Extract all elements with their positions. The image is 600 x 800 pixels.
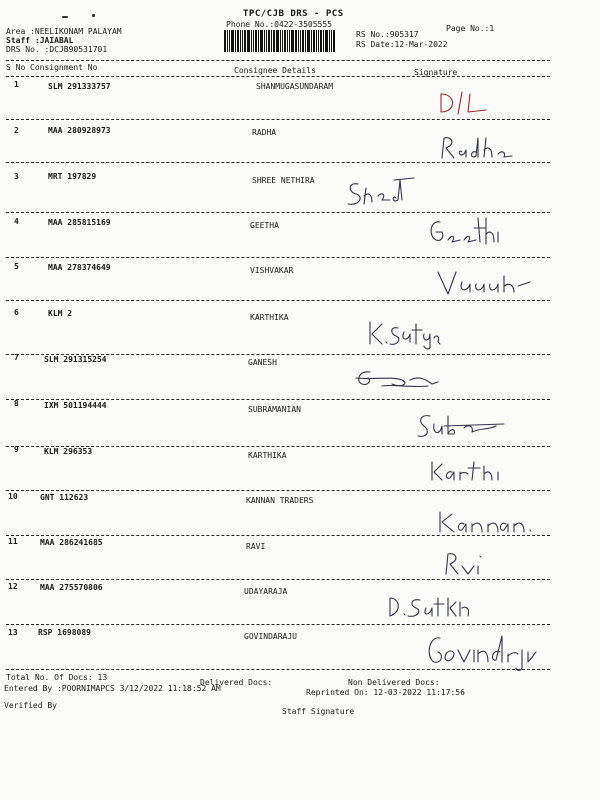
divider xyxy=(6,300,550,301)
barcode-bar xyxy=(320,30,322,52)
row-consignment: MAA 286241685 xyxy=(40,538,103,547)
divider xyxy=(6,60,550,61)
area-label: Area :NEELIKONAM PALAYAM xyxy=(6,27,122,36)
delivered-docs: Delivered Docs: xyxy=(200,678,273,687)
barcode-bar xyxy=(255,30,257,52)
signature-5 xyxy=(434,266,534,300)
signature-3 xyxy=(342,174,422,210)
barcode-bar xyxy=(253,30,254,52)
barcode-bar xyxy=(264,30,265,52)
divider xyxy=(6,624,550,625)
barcode-bar xyxy=(240,30,241,52)
scan-speck xyxy=(62,16,68,18)
staff-signature: Staff Signature xyxy=(282,707,355,716)
barcode-bar xyxy=(260,30,263,52)
barcode-bar xyxy=(311,30,312,52)
row-sno: 1 xyxy=(14,80,19,89)
row-consignee: VISHVAKAR xyxy=(250,266,294,275)
divider xyxy=(6,119,550,120)
barcode-bar xyxy=(282,30,283,52)
row-consignee: UDAYARAJA xyxy=(244,587,288,596)
row-consignment: MAA 285815169 xyxy=(48,218,111,227)
barcode-bar xyxy=(242,30,243,52)
signature-6 xyxy=(364,318,444,348)
signature-9 xyxy=(426,458,526,484)
verified-by: Verified By xyxy=(4,701,57,710)
row-consignment: MAA 278374649 xyxy=(48,263,111,272)
row-sno: 10 xyxy=(8,492,18,501)
divider xyxy=(6,579,550,580)
barcode-bar xyxy=(291,30,294,52)
row-consignment: MAA 280928973 xyxy=(48,126,111,135)
barcode-bar xyxy=(323,30,324,52)
row-consignee: GANESH xyxy=(248,358,277,367)
row-consignee: SUBRAMANIAN xyxy=(248,405,301,414)
barcode-bar xyxy=(276,30,279,52)
barcode-bar xyxy=(273,30,275,52)
signature-2 xyxy=(436,132,526,162)
row-consignee: KANNAN TRADERS xyxy=(246,496,314,505)
row-consignment: SLM 291315254 xyxy=(44,355,107,364)
row-consignee: KARTHIKA xyxy=(250,313,289,322)
col-header-consignment: Consignment No xyxy=(30,63,98,72)
page-number: Page No.:1 xyxy=(446,24,495,33)
barcode-bar xyxy=(331,30,332,52)
barcode-bar xyxy=(227,30,228,52)
barcode-bar xyxy=(325,30,328,52)
phone-number: Phone No.:0422-3505555 xyxy=(226,20,332,29)
barcode-bar xyxy=(287,30,288,52)
row-consignee: KARTHIKA xyxy=(248,451,287,460)
divider xyxy=(6,490,550,491)
barcode-bar xyxy=(231,30,234,52)
scan-speck xyxy=(92,14,95,17)
divider xyxy=(6,76,550,77)
row-sno: 11 xyxy=(8,537,18,546)
barcode-bar xyxy=(284,30,286,52)
signature-1 xyxy=(436,88,496,116)
barcode-bar xyxy=(298,30,299,52)
barcode-bar xyxy=(280,30,281,52)
barcode-bar xyxy=(313,30,315,52)
barcode-bar xyxy=(318,30,319,52)
barcode-bar xyxy=(316,30,317,52)
divider xyxy=(6,212,550,213)
signature-12 xyxy=(384,594,484,622)
rs-date: RS Date:12-Mar-2022 xyxy=(356,40,448,49)
row-consignee: SHREE NETHIRA xyxy=(252,176,315,185)
row-consignee: SHANMUGASUNDARAM xyxy=(256,82,334,91)
barcode-bar xyxy=(329,30,330,52)
barcode-bar xyxy=(251,30,252,52)
row-consignment: MRT 197829 xyxy=(48,172,97,181)
signature-10 xyxy=(434,508,544,536)
row-consignee: GEETHA xyxy=(250,221,279,230)
barcode-bar xyxy=(244,30,246,52)
row-sno: 12 xyxy=(8,582,18,591)
row-sno: 4 xyxy=(14,217,19,226)
drs-number: DRS No. :DCJB90531701 xyxy=(6,45,108,54)
row-consignment: SLM 291333757 xyxy=(48,82,111,91)
row-consignment: KLM 296353 xyxy=(44,447,93,456)
divider xyxy=(6,399,550,400)
divider xyxy=(6,162,550,163)
barcode-bar xyxy=(237,30,239,52)
row-sno: 2 xyxy=(14,126,19,135)
col-header-sno: S No xyxy=(6,63,26,72)
barcode-bar xyxy=(229,30,230,52)
row-sno: 9 xyxy=(14,445,19,454)
row-sno: 8 xyxy=(14,399,19,408)
barcode-bar xyxy=(289,30,290,52)
signature-13 xyxy=(424,632,544,672)
col-header-signature: Signature xyxy=(414,68,458,77)
row-sno: 13 xyxy=(8,628,18,637)
staff-label: Staff :JAIABAL xyxy=(6,36,74,45)
row-consignment: GNT 112623 xyxy=(40,493,89,502)
total-docs: Total No. Of Docs: 13 xyxy=(6,673,108,682)
barcode-bar xyxy=(333,30,335,52)
barcode-bar xyxy=(266,30,267,52)
row-sno: 7 xyxy=(14,353,19,362)
document-title: TPC/CJB DRS - PCS xyxy=(243,9,344,19)
rs-number: RS No.:905317 xyxy=(356,30,419,39)
signature-11 xyxy=(440,548,500,578)
row-consignee: RAVI xyxy=(246,542,266,551)
row-consignee: RADHA xyxy=(252,128,277,137)
barcode-bar xyxy=(224,30,226,52)
row-sno: 6 xyxy=(14,308,19,317)
barcode-bar xyxy=(271,30,272,52)
entered-by: Entered By :POORNIMAPCS 3/12/2022 11:18:52 AM xyxy=(4,684,221,693)
barcode-bar xyxy=(247,30,250,52)
barcode-bar xyxy=(235,30,236,52)
barcode-bar xyxy=(300,30,301,52)
barcode-bar xyxy=(305,30,306,52)
barcode-bar xyxy=(307,30,310,52)
row-consignment: KLM 2 xyxy=(48,309,73,318)
non-delivered-docs: Non Delivered Docs: xyxy=(348,678,440,687)
row-consignment: IXM 501194444 xyxy=(44,401,107,410)
reprinted-on: Reprinted On: 12-03-2022 11:17:56 xyxy=(306,688,465,697)
signature-8 xyxy=(414,412,514,442)
divider xyxy=(6,257,550,258)
barcode-bar xyxy=(302,30,304,52)
row-consignee: GOVINDARAJU xyxy=(244,632,297,641)
signature-7 xyxy=(352,366,442,394)
barcode-bar xyxy=(268,30,270,52)
row-consignment: RSP 1698089 xyxy=(38,628,91,637)
barcode-bar xyxy=(295,30,297,52)
signature-4 xyxy=(426,214,506,254)
row-sno: 3 xyxy=(14,172,19,181)
barcode xyxy=(224,30,348,52)
row-consignment: MAA 275570806 xyxy=(40,583,103,592)
col-header-consignee: Consignee Details xyxy=(234,66,316,75)
divider xyxy=(6,535,550,536)
divider xyxy=(6,669,550,670)
barcode-bar xyxy=(258,30,259,52)
row-sno: 5 xyxy=(14,262,19,271)
